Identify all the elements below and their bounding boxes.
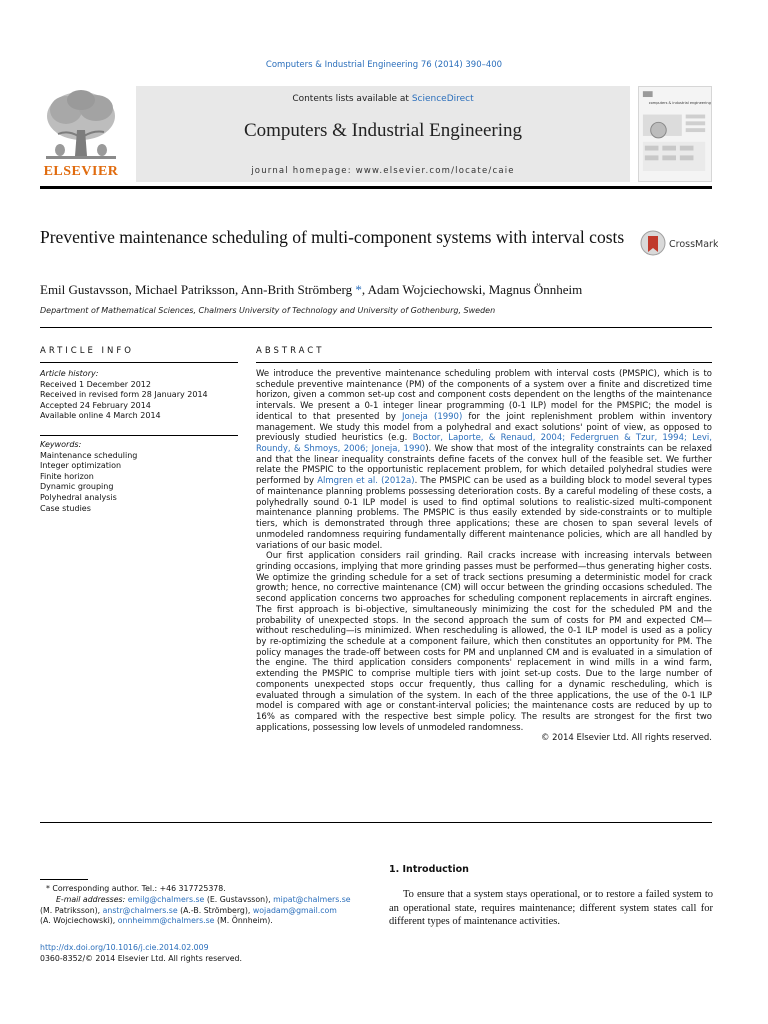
keywords-rule — [40, 435, 238, 436]
article-title: Preventive maintenance scheduling of multi-component systems with interval costs — [40, 227, 625, 247]
sciencedirect-link[interactable]: ScienceDirect — [411, 94, 474, 104]
issn-line: 0360-8352/© 2014 Elsevier Ltd. All rights reserved. — [40, 954, 242, 963]
keywords-list — [40, 440, 238, 514]
email-line-2 — [40, 906, 370, 917]
email-link[interactable]: mipat@chalmers.se — [273, 894, 351, 904]
corresponding-author-note: * Corresponding author. Tel.: +46 317725378. — [46, 884, 226, 893]
footnotes — [40, 884, 370, 927]
keyword: Dynamic grouping — [40, 482, 114, 492]
history-item: Available online 4 March 2014 — [40, 411, 161, 421]
email-line-1 — [40, 895, 370, 906]
article-history — [40, 369, 238, 422]
journal-cover-thumbnail[interactable] — [638, 86, 712, 182]
email-link[interactable]: wojadam@gmail.com — [252, 905, 337, 915]
intro-paragraph — [389, 888, 713, 929]
doi-block — [40, 942, 370, 964]
keyword: Finite horizon — [40, 471, 94, 481]
keyword: Integer optimization — [40, 461, 122, 471]
abstract-bottom-rule — [40, 822, 712, 823]
title-rule — [40, 327, 712, 328]
journal-homepage[interactable]: journal homepage: www.elsevier.com/locate/caie — [251, 166, 515, 176]
abstract-label: ABSTRACT — [256, 346, 325, 356]
email-owner: (M. Önnheim). — [214, 916, 273, 926]
keyword: Polyhedral analysis — [40, 492, 117, 502]
abstract-text: We introduce the preventive maintenance scheduling problem with interval costs (PMSPIC), which is to schedule preventive maintenance (PM) of the components of a system over a finite and discretized time horizon, given a common set-up cost and component costs dependent on the lengths of the maintenance intervals. We present a 0-1 integer linear programming (0-1 ILP) model for the PMSPIC; the model is identical to that presented by — [256, 369, 712, 422]
doi-link[interactable]: http://dx.doi.org/10.1016/j.cie.2014.02.009 — [40, 943, 209, 952]
abstract-paragraph-2: Our first application considers rail grinding. Rail cracks increase with increasing intervals between grinding occasions, implying that more grinding passes must be performed—thus generating higher costs. We optimize the grinding schedule for a set of track sections presuming a deterministic model for crack growth; hence, no corrective maintenance (CM) will occur between the grinding occasions scheduled. The second application concerns two approaches for scheduling component replacements in aircraft engines. The first approach is bi-objective, simultaneously minimizing the cost for the scheduled PM and the probability of unexpected stops. In the second approach the sum of costs for PM and expected CM—without rescheduling—is minimized. When rescheduling is allowed, the 0-1 ILP model is used as a policy by re-optimizing the schedule at a component failure, which then constitutes an opportunity for PM. The policy manages the trade-off between costs for PM and unplanned CM and is evaluated in a simulation of the engine. The third application considers components' replacement in wind mills in a wind farm, extending the PMSPIC to comprise multiple tiers with joint set-up costs. Due to the large number of components unexpected stops occur frequently, thus calling for a dynamic rescheduling, which is evaluated through a simulation of the system. In each of the three applications, the use of the 0-1 ILP model is compared with age or constant-interval policies; the maintenance costs are reduced by up to 16% as compared with the respective best simple policy. The results are strongest for the first two applications, possessing low levels of unmodeled randomness. — [256, 551, 712, 733]
corresponding-author-star[interactable]: * — [355, 282, 362, 297]
email-link[interactable]: emilg@chalmers.se — [127, 894, 205, 904]
email-label: E-mail addresses: — [56, 894, 128, 904]
intro-heading: 1. Introduction — [389, 864, 469, 875]
email-link[interactable]: onnheimm@chalmers.se — [117, 916, 215, 926]
history-heading: Article history: — [40, 369, 99, 378]
email-owner: (E. Gustavsson), — [204, 894, 274, 904]
email-owner: (A.-B. Strömberg), — [177, 905, 253, 915]
elsevier-wordmark: ELSEVIER — [43, 164, 119, 179]
contents-line — [136, 94, 630, 104]
abstract-text: . The PMSPIC can be used as a building block to model several types of maintenance planning problems possessing deterioration costs. By a careful modeling of these costs, a polyhedrally sound 0-1 ILP model is used to find optimal solutions to realistic-sized multi-component maintenance planning problems. The PMSPIC is thus easily extended by side-constraints or to multiple tiers, which is demonstrated through three applications; these are chosen to span several levels of unmodeled randomness requiring fundamentally different maintenance policies, which are all handled by variations of our basic model. — [256, 476, 712, 551]
abstract-paragraph-1 — [256, 369, 712, 551]
abstract-text: for the joint replenishment problem within inventory management. We study this model from a polyhedral and exact solutions' point of view, as opposed to previously studied heuristics (e.g. — [256, 411, 712, 444]
authors-after: , Adam Wojciechowski, Magnus Önnheim — [361, 282, 583, 297]
email-line-3 — [40, 916, 370, 927]
affiliation: Department of Mathematical Sciences, Chalmers University of Technology and University of Gothenburg, Sweden — [40, 306, 496, 315]
article-info-rule — [40, 362, 238, 363]
authors-before: Emil Gustavsson, Michael Patriksson, Ann-Brith Strömberg — [40, 282, 356, 297]
abstract-copyright: © 2014 Elsevier Ltd. All rights reserved. — [540, 733, 712, 744]
email-owner: (A. Wojciechowski), — [40, 916, 118, 926]
author-list — [40, 282, 720, 298]
abstract-text: ). We show that most of the integrality constraints can be relaxed and that the linear inequality constraints define facets of the convex hull of the feasible set. We further relate the PMSPIC to the opportunistic replacement problem, for which detailed polyhedral studies were performed by — [256, 444, 712, 487]
abstract-body — [256, 369, 712, 744]
abstract-rule — [256, 362, 712, 363]
ref-heuristics[interactable]: Boctor, Laporte, & Renaud, 2004; Federgruen & Tzur, 1994; Levi, Roundy, & Shmoys, 2006; Joneja, 1990 — [256, 433, 712, 455]
header-rule — [40, 186, 712, 189]
ref-almgren-2012a[interactable]: Almgren et al. (2012a) — [317, 476, 415, 487]
article-info-label: ARTICLE INFO — [40, 346, 134, 356]
keyword: Maintenance scheduling — [40, 450, 138, 460]
cover-title: computers & industrial engineering — [648, 100, 711, 105]
crossmark-label: CrossMark — [669, 239, 718, 250]
footnote-rule — [40, 879, 88, 880]
history-item: Accepted 24 February 2014 — [40, 400, 151, 410]
contents-prefix: Contents lists available at — [292, 94, 412, 104]
journal-citation[interactable]: Computers & Industrial Engineering 76 (2014) 390–400 — [265, 60, 503, 70]
intro-text: To ensure that a system stays operational, or to restore a failed system to an operational state, requires maintenance; different system states call for different types of maintenance activities. — [389, 889, 713, 928]
history-item: Received in revised form 28 January 2014 — [40, 390, 208, 400]
ref-joneja-1990[interactable]: Joneja (1990) — [402, 411, 463, 422]
keywords-heading: Keywords: — [40, 440, 82, 449]
crossmark-badge[interactable] — [640, 228, 718, 258]
keyword: Case studies — [40, 503, 91, 513]
email-owner: (M. Patriksson), — [40, 905, 103, 915]
history-item: Received 1 December 2012 — [40, 379, 151, 389]
journal-title: Computers & Industrial Engineering — [243, 120, 523, 141]
email-link[interactable]: anstr@chalmers.se — [102, 905, 178, 915]
